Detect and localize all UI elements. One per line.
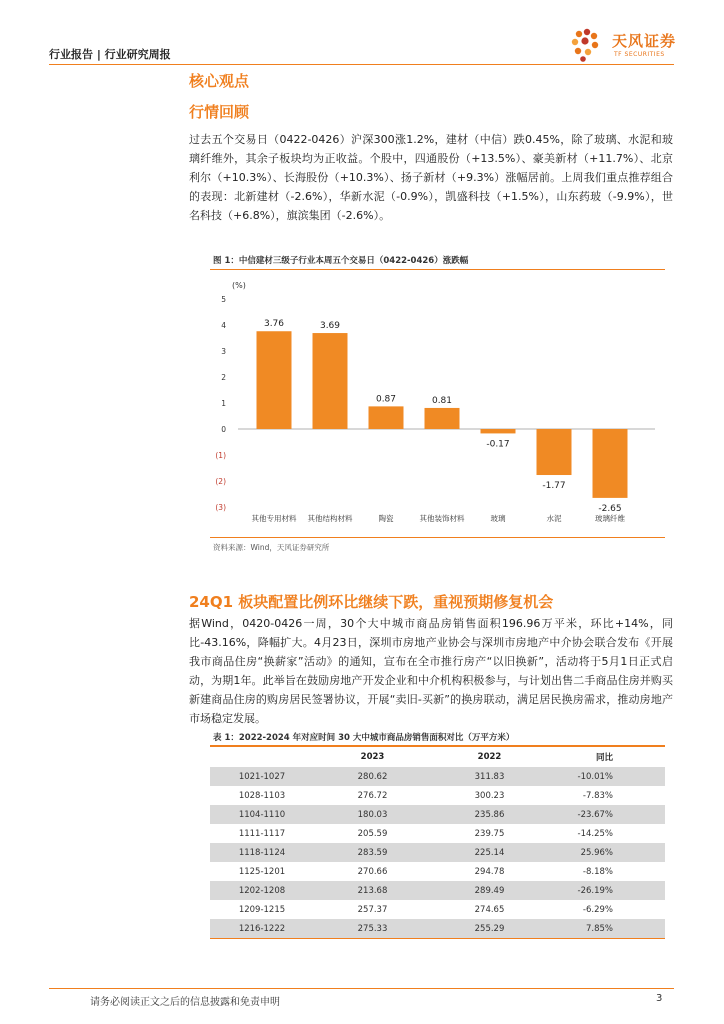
table-value-cell: 270.66	[314, 862, 431, 881]
table-header-cell	[210, 747, 314, 767]
table-header-cell: 2023	[314, 747, 431, 767]
chart-bar	[425, 408, 460, 429]
x-category-label: 水泥	[546, 514, 562, 523]
table-value-cell: 205.59	[314, 824, 431, 843]
header-divider	[49, 64, 674, 65]
sales-area-table	[210, 747, 665, 939]
table-value-cell: 280.62	[314, 767, 431, 786]
y-tick-label: 0	[221, 425, 226, 434]
table-value-cell: -8.18%	[548, 862, 665, 881]
page-number: 3	[656, 993, 663, 1004]
table-period-cell: 1028-1103	[210, 786, 314, 805]
bar-value-label: -1.77	[542, 481, 566, 492]
table-value-cell: -6.29%	[548, 900, 665, 919]
section-title-market-review: 行情回顾	[189, 103, 250, 121]
x-category-label: 玻璃纤维	[595, 514, 625, 523]
table-period-cell: 1216-1222	[210, 919, 314, 939]
table-header-cell: 同比	[548, 747, 665, 767]
table-row	[210, 919, 665, 939]
table-period-cell: 1202-1208	[210, 881, 314, 900]
table-period-cell: 1104-1110	[210, 805, 314, 824]
table-period-cell: 1125-1201	[210, 862, 314, 881]
chart-bar	[369, 406, 404, 429]
table-row	[210, 862, 665, 881]
figure-title: 图 1：中信建材三级子行业本周五个交易日（0422-0426）涨跌幅	[213, 256, 469, 266]
table-value-cell: -10.01%	[548, 767, 665, 786]
y-tick-label: 5	[221, 295, 226, 304]
table-value-cell: 213.68	[314, 881, 431, 900]
table-row	[210, 881, 665, 900]
table-row	[210, 767, 665, 786]
market-review-paragraph: 过去五个交易日（0422-0426）沪深300涨1.2%，建材（中信）跌0.45%，除了玻璃、水泥和玻璃纤维外，其余子板块均为正收益。个股中，四通股份（+13.5%）、豪美新材（+11.7%）、北京利尔（+10.3%）、长海股份（+10.3%）、扬子新材（+9.3%）涨幅居前。上周我们重点推荐组合的表现：北新建材（-2.6%），华新水泥（-0.9%），凯盛科技（+1.5%），山东药玻（-9.9%），世名科技（+6.8%），旗滨集团（-2.6%）。	[189, 133, 673, 222]
footer-divider	[49, 988, 674, 989]
chart-bar	[593, 429, 628, 498]
section-title-core-view: 核心观点	[189, 72, 250, 90]
table-header-row	[210, 747, 665, 767]
table-value-cell: 283.59	[314, 843, 431, 862]
table-period-cell: 1021-1027	[210, 767, 314, 786]
section-title-allocation: 24Q1 板块配置比例环比继续下跌，重视预期修复机会	[189, 593, 554, 611]
chart-bar	[257, 331, 292, 429]
bar-chart	[210, 270, 665, 536]
table-row	[210, 805, 665, 824]
table-period-cell: 1209-1215	[210, 900, 314, 919]
table-value-cell: 274.65	[431, 900, 548, 919]
table-row	[210, 824, 665, 843]
bar-value-label: 0.81	[431, 395, 453, 406]
table-value-cell: 255.29	[431, 919, 548, 939]
table-value-cell: 275.33	[314, 919, 431, 939]
table-value-cell: 7.85%	[548, 919, 665, 939]
table-period-cell: 1111-1117	[210, 824, 314, 843]
table-value-cell: -14.25%	[548, 824, 665, 843]
table-value-cell: 300.23	[431, 786, 548, 805]
figure-source: 资料来源：Wind，天风证券研究所	[213, 543, 330, 552]
table-row	[210, 786, 665, 805]
y-tick-label: 3	[221, 347, 226, 356]
table-title: 表 1：2022-2024 年对应时间 30 大中城市商品房销售面积对比（万平方米）	[213, 733, 515, 743]
y-axis-unit-label: (%)	[232, 281, 246, 290]
y-tick-label: (3)	[215, 503, 226, 512]
table-value-cell: -26.19%	[548, 881, 665, 900]
logo-text-en: TF SECURITIES	[614, 51, 665, 58]
chart-bar	[481, 429, 516, 433]
bar-value-label: -2.65	[598, 503, 622, 514]
table-value-cell: 294.78	[431, 862, 548, 881]
y-tick-label: 1	[221, 399, 226, 408]
table-value-cell: -23.67%	[548, 805, 665, 824]
bar-value-label: 3.69	[319, 321, 341, 332]
y-tick-label: (2)	[215, 477, 226, 486]
footer-disclaimer: 请务必阅读正文之后的信息披露和免责申明	[90, 997, 280, 1008]
x-category-label: 其他专用材料	[251, 514, 297, 523]
table-value-cell: 235.86	[431, 805, 548, 824]
table-value-cell: 311.83	[431, 767, 548, 786]
bar-value-label: -0.17	[486, 439, 510, 450]
x-category-label: 其他结构材料	[307, 514, 353, 523]
table-period-cell: 1118-1124	[210, 843, 314, 862]
y-tick-label: 4	[221, 321, 226, 330]
table-value-cell: 257.37	[314, 900, 431, 919]
table-value-cell: 276.72	[314, 786, 431, 805]
table-value-cell: 225.14	[431, 843, 548, 862]
property-sales-paragraph: 据Wind，0420-0426一周，30个大中城市商品房销售面积196.96万平米，环比+14%，同比-43.16%，降幅扩大。4月23日，深圳市房地产业协会与深圳市房地产中介协会联合发布《开展我市商品住房“换薪家”活动》的通知，宣布在全市推行房产“以旧换新”，活动将于5月1日正式启动，为期1年。此举旨在鼓励房地产开发企业和中介机构积极参与，与计划出售二手商品住房并购买新建商品住房的购房居民签署协议，开展“卖旧-买新”的换房联动，满足居民换房需求，推动房地产市场稳定发展。	[189, 617, 673, 725]
table-row	[210, 900, 665, 919]
chart-bar	[537, 429, 572, 475]
y-tick-label: (1)	[215, 451, 226, 460]
table-row	[210, 843, 665, 862]
table-value-cell: 239.75	[431, 824, 548, 843]
table-value-cell: 25.96%	[548, 843, 665, 862]
bar-value-label: 3.76	[263, 319, 285, 330]
y-tick-label: 2	[221, 373, 226, 382]
logo-text: 天风证券	[612, 32, 677, 50]
table-value-cell: -7.83%	[548, 786, 665, 805]
table-value-cell: 289.49	[431, 881, 548, 900]
table-header-cell: 2022	[431, 747, 548, 767]
bar-value-label: 0.87	[375, 394, 397, 405]
report-type: 行业报告 | 行业研究周报	[49, 48, 171, 61]
table-value-cell: 180.03	[314, 805, 431, 824]
figure-bottom-rule	[210, 537, 665, 538]
chart-bar	[313, 333, 348, 429]
x-category-label: 玻璃	[490, 514, 506, 523]
x-category-label: 陶瓷	[378, 514, 394, 523]
x-category-label: 其他装饰材料	[419, 514, 465, 523]
